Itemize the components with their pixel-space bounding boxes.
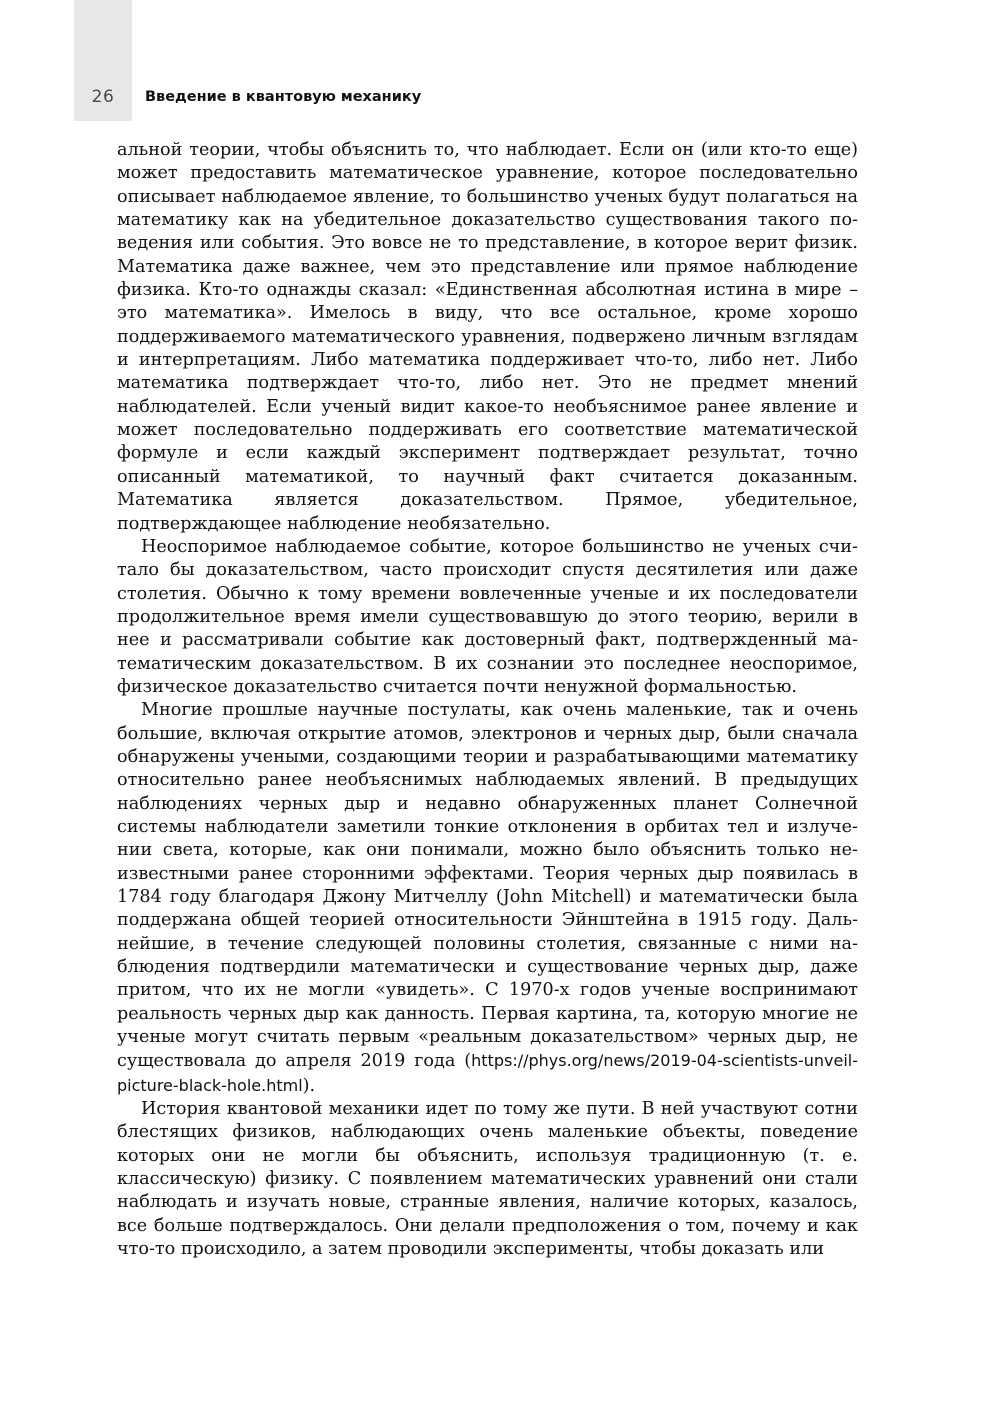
paragraph-text: Многие прошлые научные постулаты, как очень маленькие, так и очень большие, включая открытие атомов, электронов и черных дыр, были сначала обнаружены учеными, создающими теории и разрабатывающими математику относительно ранее необъяснимых наблюдаемых явлений. В предыдущих наблюдениях черных дыр и недавно обнаруженных планет Солнечной системы наблюдатели заметили тонкие отклонения в орбитах тел и излучении света, которые, как они понимали, можно было объяснить только неизвестными ранее сторонними эффектами. Теория черных дыр появилась в 1784 году благодаря Джону Митчеллу (John Mitchell) и математически была поддержана общей теорией относительности Эйнштейна в 1915 году. Дальнейшие, в течение следующей половины столетия, связанные с ними наблюдения подтвердили математически и существование черных дыр, даже притом, что их не могли «увидеть». С 1970-х годов ученые воспринимают реальность черных дыр как данность. Первая картина, та, которую многие не ученые могут считать первым «реальным доказательством» черных дыр, не существовала до апреля 2019 года ( — [117, 700, 858, 1072]
running-title: Введение в квантовую механику — [145, 89, 422, 105]
paragraph-tail: ). — [302, 1075, 316, 1096]
source-link[interactable]: https://phys.org/news/2019-04-scientists-unveil-picture-black-hole.html — [117, 1051, 858, 1095]
body-text — [117, 139, 858, 1262]
paragraph — [117, 699, 858, 1098]
page-number: 26 — [91, 87, 115, 107]
paragraph: Неоспоримое наблюдаемое событие, которое большинство не ученых считало бы доказательством, часто происходит спустя десятилетия или даже столетия. Обычно к тому времени вовлеченные ученые и их последователи продолжительное время имели существовавшую до этого теорию, верили в нее и рассматривали событие как достоверный факт, подтвержденный математическим доказательством. В их сознании это последнее неоспоримое, физическое доказательство считается почти ненужной формальностью. — [117, 536, 858, 697]
paragraph: альной теории, чтобы объяснить то, что наблюдает. Если он (или кто-то еще) может предоставить математическое уравнение, которое последовательно описывает наблюдаемое явление, то большинство ученых будут полагаться на математику как на убедительное доказательство существования такого поведения или события. Это вовсе не то представление, в которое верит физик. Математика даже важнее, чем это представление или прямое наблюдение физика. Кто-то однажды сказал: «Единственная абсолютная истина в мире – это математика». Имелось в виду, что все остальное, кроме хорошо поддерживаемого математического уравнения, подвержено личным взглядам и интерпретациям. Либо математика поддерживает что-то, либо нет. Либо математика подтверждает что-то, либо нет. Это не предмет мнений наблюдателей. Если ученый видит какое-то необъяснимое ранее явление и может последовательно поддерживать его соответствие математической формуле и если каждый эксперимент подтверждает результат, точно описанный математикой, то научный факт считается доказанным. Математика является доказательством. Прямое, убедительное, подтверждающее наблюдение необязательно. — [117, 140, 858, 534]
paragraph: История квантовой механики идет по тому же пути. В ней участвуют сотни блестящих физиков, наблюдающих очень маленькие объекты, поведение которых они не могли бы объяснить, используя традиционную (т. е. классическую) физику. С появлением математических уравнений они стали наблюдать и изучать новые, странные явления, наличие которых, казалось, все больше подтверждалось. Они делали предположения о том, почему и как что-то происходило, а затем проводили эксперименты, чтобы доказать или — [117, 1099, 858, 1260]
